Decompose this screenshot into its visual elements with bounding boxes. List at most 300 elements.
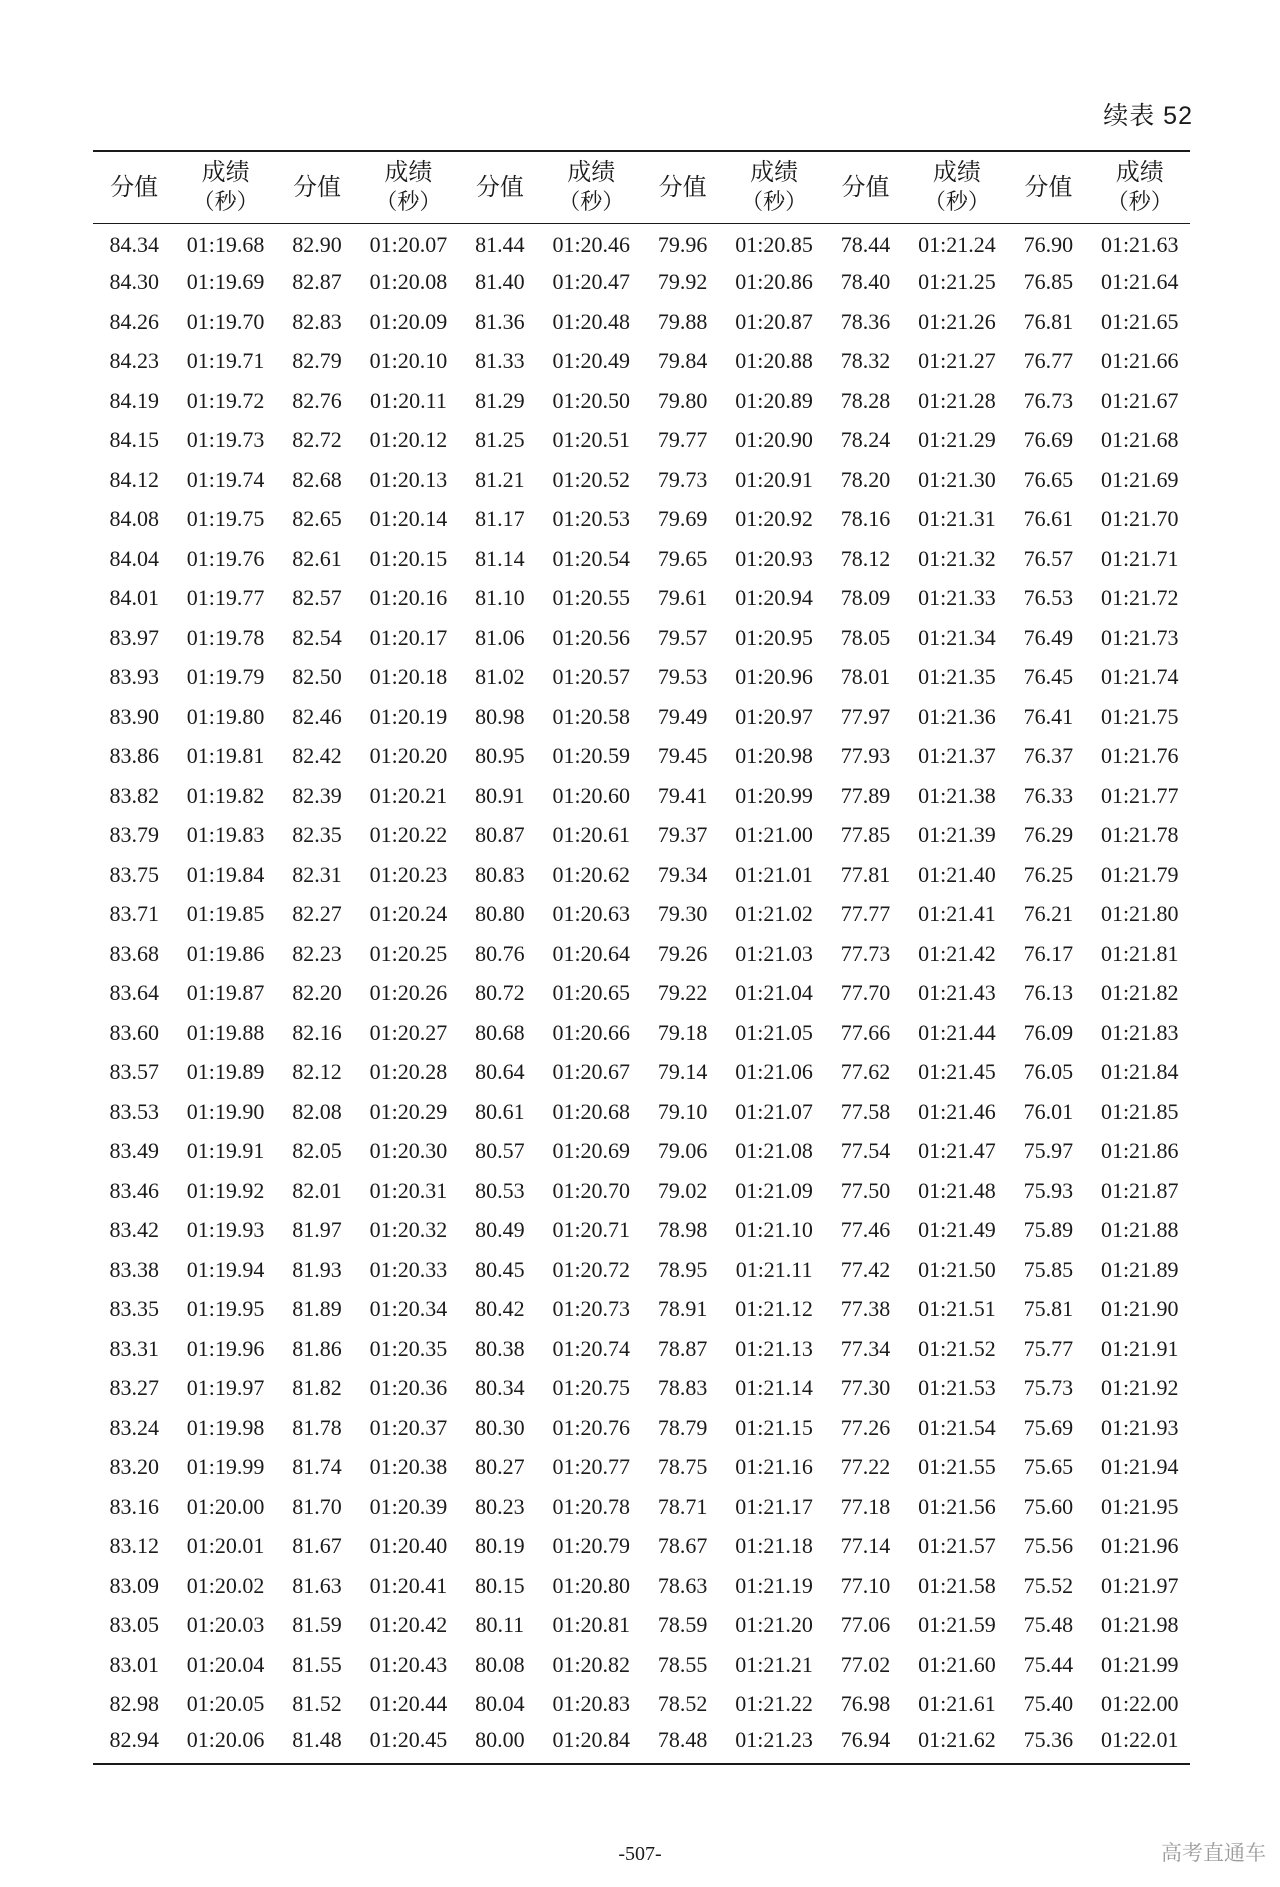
score-cell: 82.65: [292, 506, 342, 532]
time-cell: 01:20.06: [175, 1724, 275, 1764]
score-cell: 76.69: [1023, 427, 1074, 453]
time-cell: 01:19.99: [186, 1454, 265, 1480]
score-cell: 82.42: [292, 743, 342, 769]
score-cell: 78.36: [840, 308, 891, 334]
score-cell: 82.98: [109, 1691, 159, 1717]
time-cell: 01:21.98: [1100, 1612, 1179, 1638]
score-cell: 75.40: [1023, 1691, 1074, 1717]
time-cell: 01:21.55: [918, 1454, 996, 1480]
time-cell: 01:21.70: [1100, 506, 1179, 532]
time-cell: 01:20.01: [186, 1533, 265, 1559]
table-row: [93, 658, 1190, 698]
score-cell: 75.97: [1023, 1138, 1074, 1164]
time-cell: 01:20.84: [541, 1724, 641, 1764]
score-cell: 76.33: [1023, 782, 1074, 808]
time-cell: 01:19.72: [186, 387, 265, 413]
score-cell: 80.00: [459, 1724, 541, 1764]
time-cell: 01:21.28: [918, 387, 996, 413]
time-cell: 01:20.17: [369, 624, 448, 650]
score-cell: 77.81: [840, 861, 891, 887]
score-cell: 79.45: [657, 743, 708, 769]
score-cell: 83.35: [109, 1296, 159, 1322]
time-cell: 01:20.39: [369, 1493, 448, 1519]
time-cell: 01:21.11: [735, 1256, 813, 1282]
score-cell: 75.77: [1023, 1335, 1074, 1361]
table-row: [93, 1013, 1190, 1053]
table-row: [93, 223, 1190, 263]
score-cell: 76.09: [1023, 1019, 1074, 1045]
score-cell: 78.83: [657, 1375, 708, 1401]
time-cell: 01:21.42: [918, 940, 996, 966]
score-cell: 76.98: [840, 1691, 891, 1717]
time-cell: 01:20.78: [552, 1493, 631, 1519]
time-cell: 01:20.16: [369, 585, 448, 611]
table-row: [93, 1290, 1190, 1330]
header-score-column: [459, 151, 541, 223]
score-cell: 84.15: [109, 427, 159, 453]
score-cell: 82.94: [93, 1724, 175, 1764]
time-cell: 01:20.55: [552, 585, 631, 611]
score-cell: 75.89: [1023, 1217, 1074, 1243]
score-cell: 83.16: [109, 1493, 159, 1519]
time-cell: 01:21.27: [918, 348, 996, 374]
time-cell: 01:20.40: [369, 1533, 448, 1559]
score-cell: 75.60: [1023, 1493, 1074, 1519]
time-cell: 01:20.64: [552, 940, 631, 966]
time-cell: 01:21.93: [1100, 1414, 1179, 1440]
time-cell: 01:20.83: [552, 1691, 631, 1717]
time-cell: 01:20.02: [186, 1572, 265, 1598]
time-cell: 01:20.56: [552, 624, 631, 650]
score-cell: 81.44: [475, 232, 525, 257]
time-cell: 01:19.84: [186, 861, 265, 887]
score-cell: 82.50: [292, 664, 342, 690]
score-cell: 79.92: [657, 269, 708, 295]
time-cell: 01:21.50: [918, 1256, 996, 1282]
score-cell: 80.42: [475, 1296, 525, 1322]
score-cell: 83.38: [109, 1256, 159, 1282]
time-cell: 01:21.20: [735, 1612, 813, 1638]
time-cell: 01:20.22: [369, 822, 448, 848]
time-cell: 01:21.24: [918, 232, 996, 257]
score-cell: 78.75: [657, 1454, 708, 1480]
score-cell: 83.71: [109, 901, 159, 927]
table-row: [93, 1053, 1190, 1093]
score-cell: 78.16: [840, 506, 891, 532]
score-cell: 81.33: [475, 348, 525, 374]
score-cell: 79.14: [657, 1059, 708, 1085]
score-cell: 78.98: [657, 1217, 708, 1243]
time-cell: 01:20.42: [369, 1612, 448, 1638]
time-cell: 01:21.69: [1100, 466, 1179, 492]
score-cell: 82.72: [292, 427, 342, 453]
time-cell: 01:21.65: [1100, 308, 1179, 334]
time-cell: 01:21.68: [1100, 427, 1179, 453]
score-cell: 79.57: [657, 624, 708, 650]
score-cell: 78.01: [840, 664, 891, 690]
score-cell: 83.27: [109, 1375, 159, 1401]
header-label: 分值: [1024, 172, 1073, 201]
score-cell: 80.68: [475, 1019, 525, 1045]
score-cell: 77.70: [840, 980, 891, 1006]
score-cell: 82.12: [292, 1059, 342, 1085]
time-cell: 01:19.96: [186, 1335, 265, 1361]
time-cell: 01:21.14: [735, 1375, 813, 1401]
time-cell: 01:21.74: [1100, 664, 1179, 690]
score-cell: 83.05: [109, 1612, 159, 1638]
time-cell: 01:20.58: [552, 703, 631, 729]
table-row: [93, 1685, 1190, 1725]
time-cell: 01:19.82: [186, 782, 265, 808]
time-cell: 01:19.88: [186, 1019, 265, 1045]
score-cell: 75.36: [1007, 1724, 1089, 1764]
time-cell: 01:21.30: [918, 466, 996, 492]
score-cell: 77.85: [840, 822, 891, 848]
score-cell: 79.96: [657, 232, 708, 257]
score-cell: 82.57: [292, 585, 342, 611]
time-cell: 01:19.74: [186, 466, 265, 492]
score-cell: 83.57: [109, 1059, 159, 1085]
score-cell: 82.76: [292, 387, 342, 413]
score-cell: 84.19: [109, 387, 159, 413]
time-cell: 01:20.41: [369, 1572, 448, 1598]
table-row: [93, 579, 1190, 619]
score-cell: 80.34: [475, 1375, 525, 1401]
time-cell: 01:21.41: [918, 901, 996, 927]
score-cell: 83.31: [109, 1335, 159, 1361]
time-cell: 01:19.83: [186, 822, 265, 848]
time-cell: 01:19.85: [186, 901, 265, 927]
score-cell: 77.14: [840, 1533, 891, 1559]
score-cell: 79.02: [657, 1177, 708, 1203]
score-cell: 76.29: [1023, 822, 1074, 848]
score-cell: 79.69: [657, 506, 708, 532]
time-cell: 01:21.25: [918, 269, 996, 295]
score-cell: 79.65: [657, 545, 708, 571]
time-cell: 01:20.81: [552, 1612, 631, 1638]
table-row: [93, 1527, 1190, 1567]
table-header-row: [93, 151, 1190, 223]
score-cell: 79.88: [657, 308, 708, 334]
header-label: 分值: [475, 172, 524, 201]
score-cell: 79.84: [657, 348, 708, 374]
time-cell: 01:19.80: [186, 703, 265, 729]
score-cell: 82.20: [292, 980, 342, 1006]
score-cell: 82.39: [292, 782, 342, 808]
time-cell: 01:19.70: [186, 308, 265, 334]
score-cell: 81.36: [475, 308, 525, 334]
time-cell: 01:21.07: [735, 1098, 813, 1124]
time-cell: 01:21.56: [918, 1493, 996, 1519]
time-cell: 01:21.33: [918, 585, 996, 611]
score-cell: 80.45: [475, 1256, 525, 1282]
score-cell: 75.81: [1023, 1296, 1074, 1322]
time-cell: 01:21.66: [1100, 348, 1179, 374]
score-cell: 84.12: [109, 466, 159, 492]
time-cell: 01:20.60: [552, 782, 631, 808]
score-cell: 82.23: [292, 940, 342, 966]
time-cell: 01:20.68: [552, 1098, 631, 1124]
header-label: 分值: [841, 172, 890, 201]
score-cell: 77.30: [840, 1375, 891, 1401]
time-cell: 01:21.89: [1100, 1256, 1179, 1282]
table-row: [93, 974, 1190, 1014]
score-cell: 80.11: [475, 1612, 525, 1638]
table-row: [93, 1171, 1190, 1211]
time-cell: 01:21.97: [1100, 1572, 1179, 1598]
time-cell: 01:20.37: [369, 1414, 448, 1440]
time-cell: 01:21.03: [735, 940, 813, 966]
header-time-column: [358, 151, 458, 223]
score-cell: 79.10: [657, 1098, 708, 1124]
score-cell: 78.20: [840, 466, 891, 492]
table-row: [93, 421, 1190, 461]
score-cell: 79.18: [657, 1019, 708, 1045]
time-cell: 01:20.32: [369, 1217, 448, 1243]
time-cell: 01:20.70: [552, 1177, 631, 1203]
time-cell: 01:20.23: [369, 861, 448, 887]
time-cell: 01:21.81: [1100, 940, 1179, 966]
time-cell: 01:20.11: [370, 387, 447, 413]
score-cell: 77.58: [840, 1098, 891, 1124]
time-cell: 01:21.63: [1100, 232, 1179, 257]
time-cell: 01:20.34: [369, 1296, 448, 1322]
time-cell: 01:22.01: [1090, 1724, 1190, 1764]
score-cell: 80.76: [475, 940, 525, 966]
time-cell: 01:19.95: [186, 1296, 265, 1322]
score-cell: 80.53: [475, 1177, 525, 1203]
time-cell: 01:20.67: [552, 1059, 631, 1085]
score-cell: 80.64: [475, 1059, 525, 1085]
score-cell: 77.10: [840, 1572, 891, 1598]
score-cell: 83.46: [109, 1177, 159, 1203]
time-cell: 01:19.79: [186, 664, 265, 690]
time-cell: 01:19.87: [186, 980, 265, 1006]
time-cell: 01:21.13: [735, 1335, 813, 1361]
time-cell: 01:21.94: [1100, 1454, 1179, 1480]
score-cell: 81.21: [475, 466, 525, 492]
time-cell: 01:20.92: [735, 506, 813, 532]
table-row: [93, 1566, 1190, 1606]
time-cell: 01:21.18: [735, 1533, 813, 1559]
score-cell: 80.72: [475, 980, 525, 1006]
score-cell: 81.29: [475, 387, 525, 413]
table-body: [93, 223, 1190, 1764]
score-cell: 80.23: [475, 1493, 525, 1519]
score-cell: 81.48: [276, 1724, 358, 1764]
score-cell: 81.78: [292, 1414, 342, 1440]
score-cell: 79.26: [657, 940, 708, 966]
score-cell: 79.41: [657, 782, 708, 808]
score-cell: 83.75: [109, 861, 159, 887]
time-cell: 01:21.15: [735, 1414, 813, 1440]
time-cell: 01:21.10: [735, 1217, 813, 1243]
table-row: [93, 776, 1190, 816]
table-row: [93, 1132, 1190, 1172]
table-row: [93, 460, 1190, 500]
score-cell: 79.22: [657, 980, 708, 1006]
time-cell: 01:20.04: [186, 1651, 265, 1677]
score-cell: 83.42: [109, 1217, 159, 1243]
score-cell: 79.80: [657, 387, 708, 413]
score-cell: 84.34: [109, 232, 159, 257]
time-cell: 01:21.44: [918, 1019, 996, 1045]
time-cell: 01:21.61: [918, 1691, 996, 1717]
time-cell: 01:21.34: [918, 624, 996, 650]
time-cell: 01:21.91: [1100, 1335, 1179, 1361]
header-label: 分值: [293, 172, 342, 201]
score-cell: 81.10: [475, 585, 525, 611]
score-cell: 79.73: [657, 466, 708, 492]
time-cell: 01:21.78: [1100, 822, 1179, 848]
score-cell: 81.97: [292, 1217, 342, 1243]
time-cell: 01:22.00: [1100, 1691, 1179, 1717]
table-row: [93, 737, 1190, 777]
time-cell: 01:20.95: [735, 624, 813, 650]
time-cell: 01:21.75: [1100, 703, 1179, 729]
score-cell: 75.93: [1023, 1177, 1074, 1203]
score-cell: 80.30: [475, 1414, 525, 1440]
table-row: [93, 381, 1190, 421]
time-cell: 01:20.14: [369, 506, 448, 532]
score-cell: 77.50: [840, 1177, 891, 1203]
time-cell: 01:21.86: [1100, 1138, 1179, 1164]
score-cell: 81.82: [292, 1375, 342, 1401]
time-cell: 01:21.16: [735, 1454, 813, 1480]
time-cell: 01:20.25: [369, 940, 448, 966]
score-cell: 78.63: [657, 1572, 708, 1598]
time-cell: 01:19.90: [186, 1098, 265, 1124]
time-cell: 01:20.24: [369, 901, 448, 927]
time-cell: 01:19.69: [186, 269, 265, 295]
time-cell: 01:20.38: [369, 1454, 448, 1480]
score-cell: 78.44: [840, 232, 891, 257]
time-cell: 01:21.26: [918, 308, 996, 334]
time-cell: 01:21.62: [907, 1724, 1007, 1764]
time-cell: 01:21.05: [735, 1019, 813, 1045]
time-cell: 01:20.94: [735, 585, 813, 611]
score-cell: 78.55: [657, 1651, 708, 1677]
time-cell: 01:21.12: [735, 1296, 813, 1322]
time-cell: 01:20.49: [552, 348, 631, 374]
score-cell: 82.68: [292, 466, 342, 492]
time-cell: 01:21.21: [735, 1651, 813, 1677]
table-row: [93, 855, 1190, 895]
time-cell: 01:19.93: [186, 1217, 265, 1243]
time-cell: 01:20.13: [369, 466, 448, 492]
time-cell: 01:21.38: [918, 782, 996, 808]
score-cell: 82.87: [292, 269, 342, 295]
score-cell: 76.25: [1023, 861, 1074, 887]
time-cell: 01:21.59: [918, 1612, 996, 1638]
time-cell: 01:20.65: [552, 980, 631, 1006]
time-cell: 01:20.31: [369, 1177, 448, 1203]
header-label: 成绩: [932, 158, 981, 187]
time-cell: 01:21.39: [918, 822, 996, 848]
score-cell: 82.79: [292, 348, 342, 374]
score-cell: 77.66: [840, 1019, 891, 1045]
time-cell: 01:20.07: [369, 232, 448, 257]
score-cell: 80.08: [475, 1651, 525, 1677]
time-cell: 01:21.46: [918, 1098, 996, 1124]
score-cell: 82.27: [292, 901, 342, 927]
table-row: [93, 1645, 1190, 1685]
score-cell: 78.52: [657, 1691, 708, 1717]
time-cell: 01:21.35: [918, 664, 996, 690]
time-cell: 01:21.82: [1100, 980, 1179, 1006]
table-row: [93, 895, 1190, 935]
score-cell: 83.97: [109, 624, 159, 650]
time-cell: 01:20.48: [552, 308, 631, 334]
score-cell: 75.44: [1023, 1651, 1074, 1677]
time-cell: 01:21.01: [735, 861, 813, 887]
time-cell: 01:19.97: [186, 1375, 265, 1401]
header-label: 成绩: [1115, 158, 1164, 187]
score-cell: 79.49: [657, 703, 708, 729]
score-cell: 77.97: [840, 703, 891, 729]
time-cell: 01:20.76: [552, 1414, 631, 1440]
score-cell: 82.54: [292, 624, 342, 650]
time-cell: 01:20.77: [552, 1454, 631, 1480]
time-cell: 01:20.82: [552, 1651, 631, 1677]
table-row: [93, 1092, 1190, 1132]
header-unit-label: （秒）: [1106, 189, 1173, 215]
time-cell: 01:21.47: [918, 1138, 996, 1164]
table-header: [93, 151, 1190, 223]
score-cell: 77.18: [840, 1493, 891, 1519]
score-cell: 77.02: [840, 1651, 891, 1677]
table-row: [93, 1250, 1190, 1290]
time-cell: 01:20.97: [735, 703, 813, 729]
header-score-column: [276, 151, 358, 223]
score-cell: 76.94: [824, 1724, 906, 1764]
header-score-column: [641, 151, 723, 223]
score-cell: 81.52: [292, 1691, 342, 1717]
header-time-column: [175, 151, 275, 223]
score-cell: 76.73: [1023, 387, 1074, 413]
score-cell: 79.30: [657, 901, 708, 927]
score-cell: 79.37: [657, 822, 708, 848]
time-cell: 01:20.89: [735, 387, 813, 413]
time-cell: 01:21.92: [1100, 1375, 1179, 1401]
score-cell: 77.22: [840, 1454, 891, 1480]
time-cell: 01:21.83: [1100, 1019, 1179, 1045]
score-cell: 80.27: [475, 1454, 525, 1480]
time-cell: 01:21.52: [918, 1335, 996, 1361]
table-row: [93, 302, 1190, 342]
score-cell: 84.01: [109, 585, 159, 611]
time-cell: 01:20.29: [369, 1098, 448, 1124]
header-time-column: [907, 151, 1007, 223]
time-cell: 01:21.37: [918, 743, 996, 769]
score-cell: 80.61: [475, 1098, 525, 1124]
time-cell: 01:21.76: [1100, 743, 1179, 769]
time-cell: 01:21.79: [1100, 861, 1179, 887]
time-cell: 01:19.81: [186, 743, 265, 769]
time-cell: 01:19.86: [186, 940, 265, 966]
score-cell: 78.24: [840, 427, 891, 453]
header-label: 分值: [658, 172, 707, 201]
time-cell: 01:21.04: [735, 980, 813, 1006]
continued-table-label: 续表 52: [1103, 102, 1193, 130]
time-cell: 01:20.26: [369, 980, 448, 1006]
score-cell: 79.34: [657, 861, 708, 887]
time-cell: 01:20.33: [369, 1256, 448, 1282]
score-cell: 78.09: [840, 585, 891, 611]
time-cell: 01:21.19: [735, 1572, 813, 1598]
time-cell: 01:20.87: [735, 308, 813, 334]
header-label: 成绩: [201, 158, 250, 187]
